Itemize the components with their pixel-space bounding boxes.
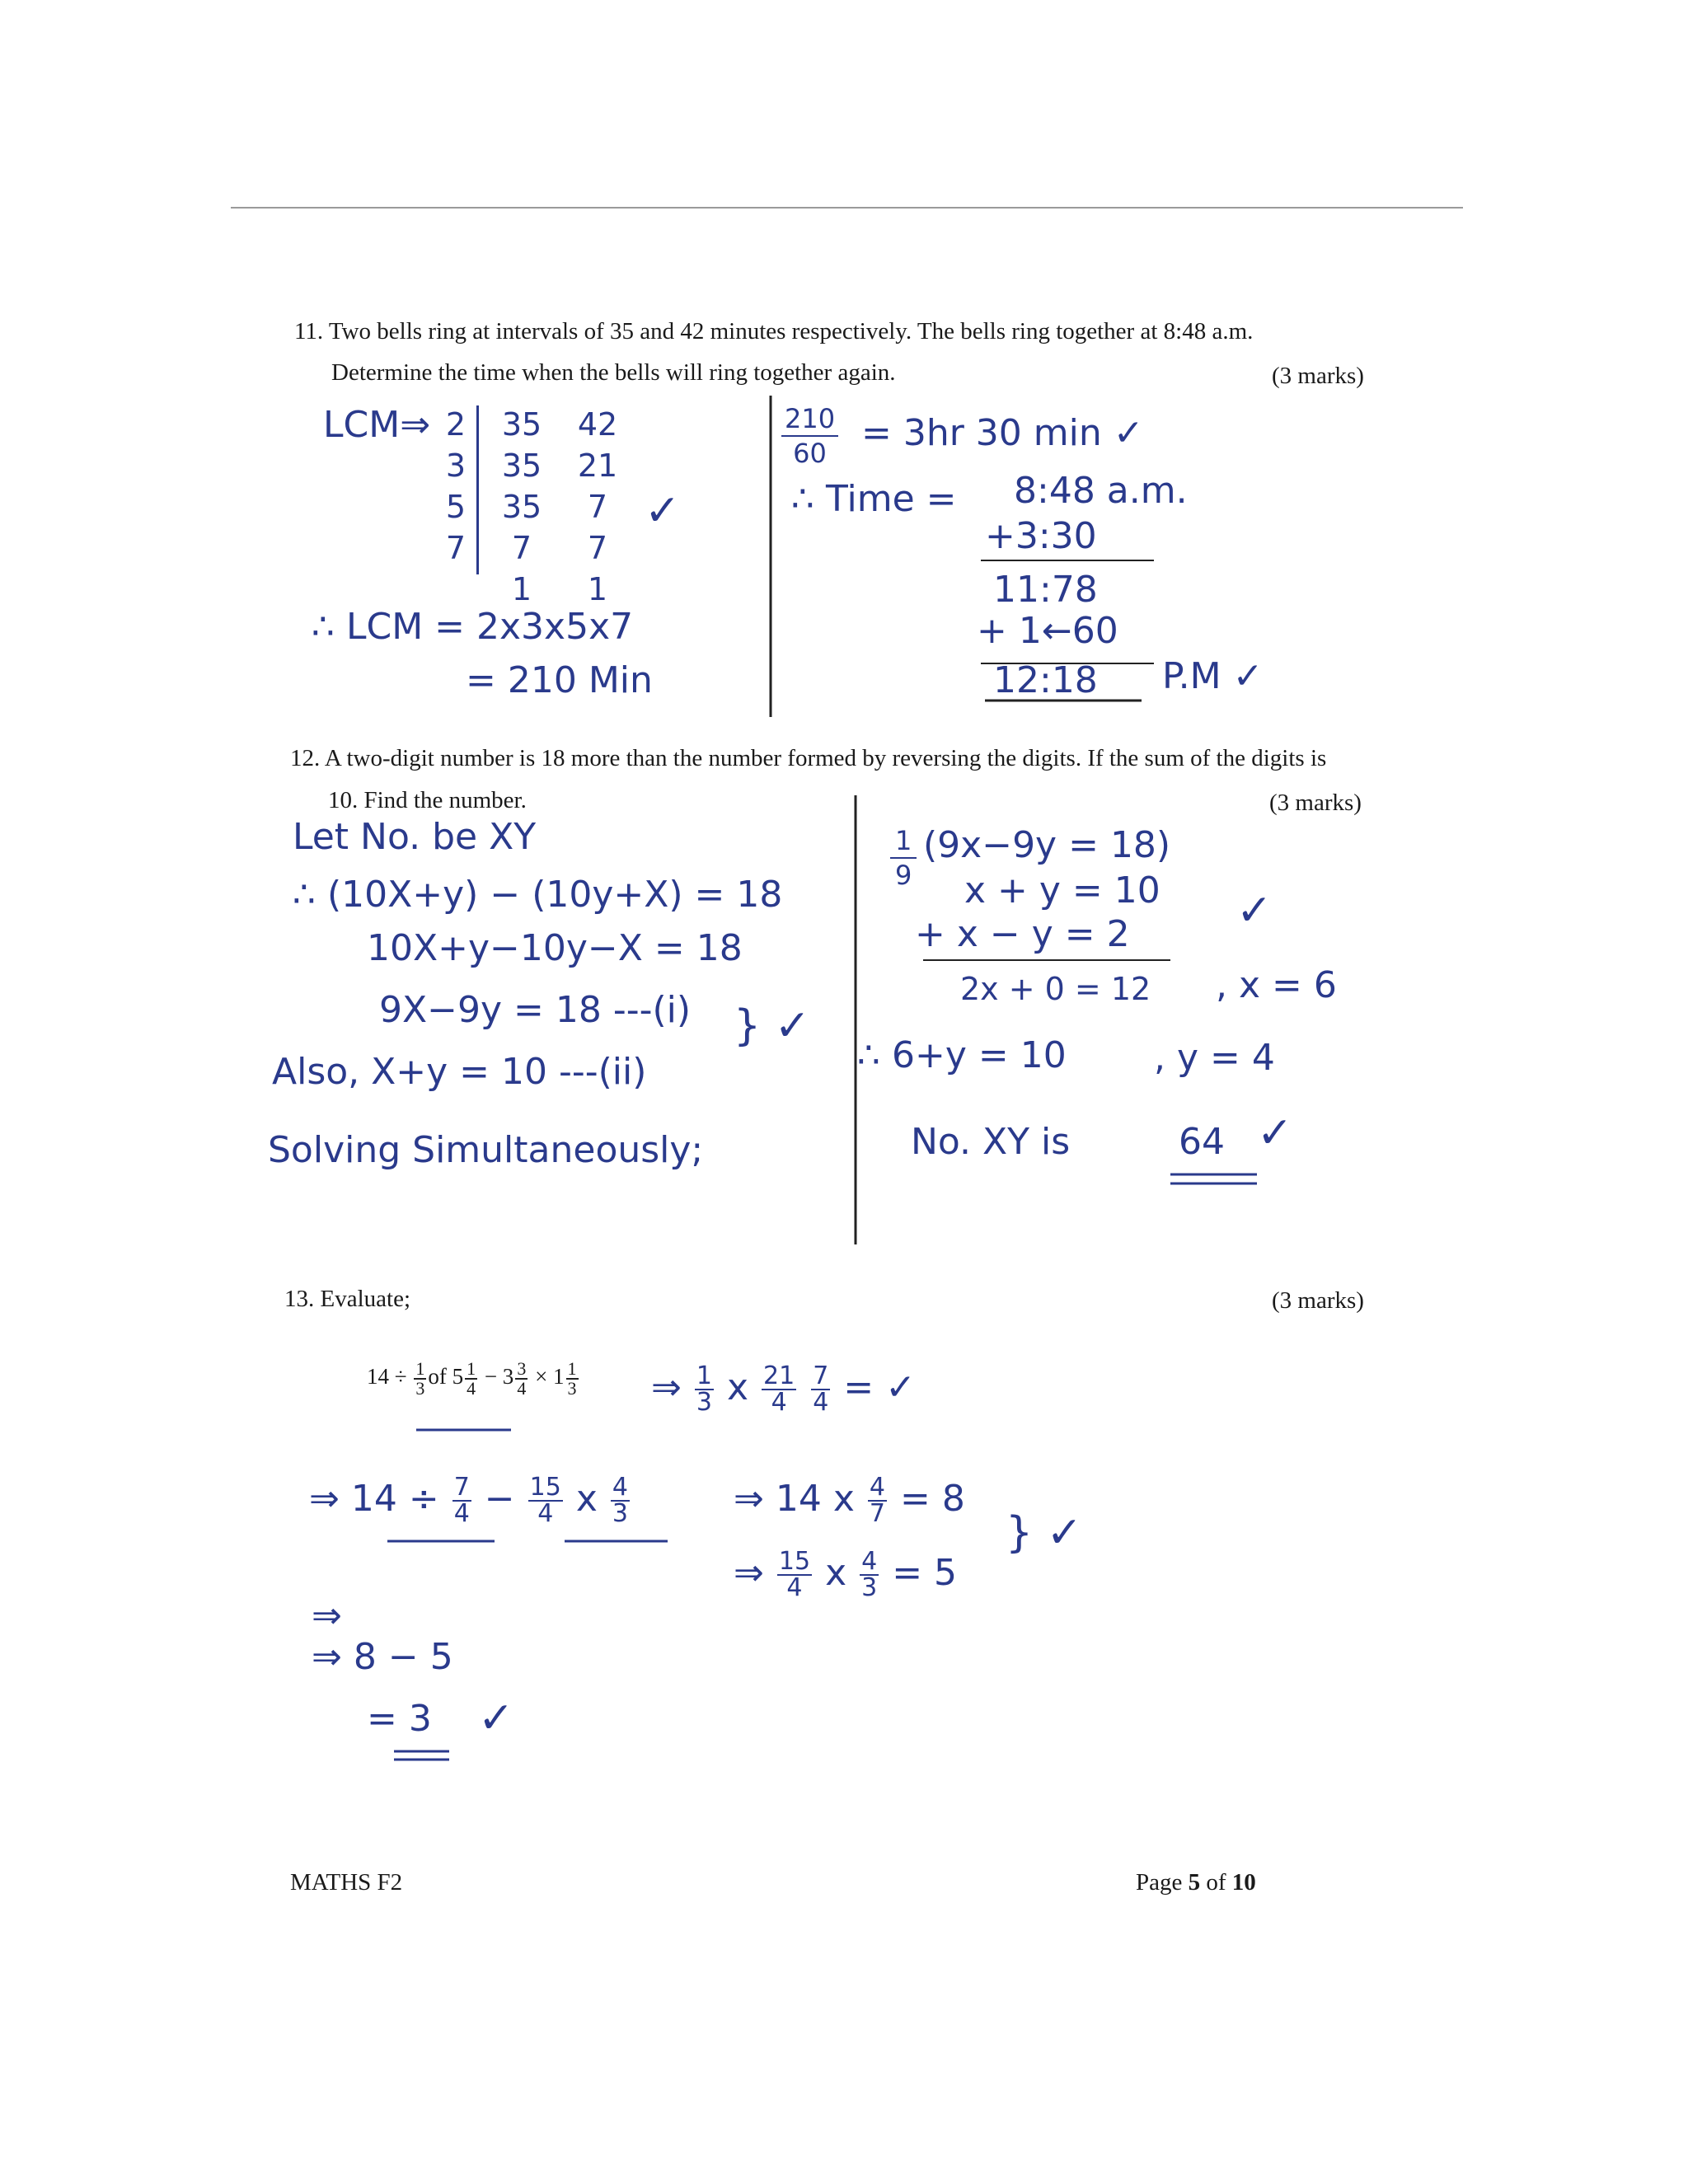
q11-col-b-cell: 7	[587, 530, 608, 566]
q13-expr-times: × 1	[535, 1364, 565, 1390]
q11-frac-num: 210	[781, 402, 838, 437]
q12-substitution: ∴ 6+y = 10	[857, 1034, 1067, 1076]
q13-result-tick-icon: ✓	[478, 1694, 514, 1743]
q13-expression	[367, 1360, 580, 1398]
q12-number: 12.	[290, 745, 321, 771]
q13-step1-right: = ✓	[843, 1366, 917, 1408]
q13-step2-left	[309, 1475, 631, 1526]
q13-step1: ⇒ $\frac{1}{3}$ x $\frac{21}{4}$ $\frac{7}{4}$ = ✓	[651, 1361, 917, 1417]
q13-step2-c: x	[575, 1478, 598, 1520]
q13-frac-one-third: $\frac{1}{3}$	[415, 1358, 425, 1399]
q12-fraction	[890, 824, 917, 892]
q11-col-a-cell: 35	[501, 406, 542, 443]
q13-step1-arrow: ⇒	[651, 1366, 682, 1408]
q13-step2-frac-c: $\frac{4}{3}$	[612, 1473, 628, 1528]
q11-text-line1: Two bells ring at intervals of 35 and 42 minutes respectively. The bells ring together at 8:48 a.m.	[328, 318, 1254, 344]
q11-text-line2: Determine the time when the bells will ring together again.	[331, 359, 896, 386]
q12-tick-icon: ✓	[1236, 886, 1273, 935]
q13-step2-a: ⇒ 14 ÷	[309, 1478, 439, 1520]
q13-frac-one-third-b: $\frac{1}{3}$	[567, 1358, 577, 1399]
q13-question	[284, 1286, 410, 1313]
q12-text-line1: A two-digit number is 18 more than the number formed by reversing the digits. If the sum of the digits is	[324, 745, 1327, 771]
q11-lcm-product: ∴ LCM = 2x3x5x7	[312, 606, 634, 648]
q11-lcm-label: LCM⇒	[323, 404, 431, 446]
q11-final-suffix: P.M ✓	[1162, 655, 1264, 697]
q11-division-bar	[476, 405, 479, 574]
q13-step2-r1-end: = 8	[899, 1478, 965, 1520]
q11-divisor: 5	[445, 489, 466, 525]
q11-carry: + 1←60	[977, 610, 1118, 652]
q11-divisors	[433, 404, 466, 569]
q12-eq3: + x − y = 2	[915, 913, 1130, 955]
q11-sum-time: 11:78	[993, 569, 1098, 611]
q12-answer-label: No. XY is	[911, 1121, 1071, 1163]
q11-hours-eq: = 3hr 30 min ✓	[861, 412, 1144, 454]
q12-work-line: Solving Simultaneously;	[268, 1129, 704, 1171]
q11-time-label: ∴ Time =	[791, 478, 957, 520]
q13-step2-r1: ⇒ 14 x	[734, 1478, 855, 1520]
q11-col-a-cell: 7	[511, 530, 532, 566]
q12-work-line: 9X−9y = 18 ---(i)	[379, 989, 692, 1031]
q12-brace-tick-icon: } ✓	[734, 1001, 811, 1051]
q13-brace-tick-icon: } ✓	[1006, 1508, 1083, 1558]
q11-col-b-cell: 1	[587, 571, 608, 607]
q11-col-a	[493, 404, 551, 610]
q12-work-line: 10X+y−10y−X = 18	[367, 927, 743, 969]
q11-divisor: 3	[445, 448, 466, 484]
q12-work-line: ∴ (10X+y) − (10y+X) = 18	[293, 874, 783, 916]
q12-frac-num: 1	[890, 824, 917, 859]
q13-step2-r2-end: = 5	[892, 1552, 958, 1594]
q13-step2-r2: ⇒	[734, 1552, 764, 1594]
q11-number: 11.	[294, 318, 324, 344]
q13-step2-right2: ⇒ $\frac{15}{4}$ x $\frac{4}{3}$ = 5	[734, 1547, 958, 1602]
q12-text-line2: 10. Find the number.	[328, 787, 527, 813]
q11-col-b-cell: 42	[577, 406, 618, 443]
q12-x-value: , x = 6	[1216, 964, 1337, 1006]
q13-step1-frac-c: $\frac{7}{4}$	[813, 1361, 829, 1417]
q11-lcm-result: = 210 Min	[466, 659, 653, 701]
q12-work-line: Also, X+y = 10 ---(ii)	[272, 1051, 647, 1093]
footer-page-total: 10	[1231, 1869, 1256, 1896]
q11-col-b-cell: 21	[577, 448, 618, 484]
q13-arrow1: ⇒	[312, 1595, 342, 1637]
q13-step2-right1	[734, 1475, 965, 1526]
q13-expr-minus: − 3	[484, 1364, 514, 1390]
footer-page-number	[1136, 1869, 1256, 1896]
q12-answer: 64	[1179, 1121, 1225, 1163]
q13-step1-frac-b: $\frac{21}{4}$	[763, 1361, 795, 1417]
q12-eq1: (9x−9y = 18)	[923, 824, 1171, 866]
q11-add-time: +3:30	[985, 515, 1097, 557]
q11-question-line1	[294, 318, 1253, 345]
q13-step2-r1-frac: $\frac{4}{7}$	[869, 1473, 885, 1528]
q13-step2-r2-frac-b: $\frac{4}{3}$	[861, 1547, 878, 1602]
q13-result: = 3	[367, 1698, 432, 1740]
q12-frac-den: 9	[895, 860, 912, 891]
footer-page-prefix: Page	[1136, 1869, 1189, 1896]
q11-col-a-cell: 35	[501, 448, 542, 484]
q11-fraction	[781, 402, 838, 470]
q11-col-b	[569, 404, 626, 610]
q13-step2-frac-b: $\frac{15}{4}$	[529, 1473, 561, 1528]
q12-eq2: x + y = 10	[964, 869, 1160, 912]
q11-divisor: 7	[445, 530, 466, 566]
q13-marks: (3 marks)	[1272, 1287, 1364, 1314]
q11-col-a-cell: 1	[511, 571, 532, 607]
q13-frac-one-quarter: $\frac{1}{4}$	[467, 1358, 476, 1399]
q11-col-a-cell: 35	[501, 489, 542, 525]
q11-frac-den: 60	[793, 438, 827, 469]
q11-divisor: 2	[445, 406, 466, 443]
q12-y-value: , y = 4	[1154, 1037, 1275, 1079]
q12-work-line: Let No. be XY	[293, 816, 537, 858]
q12-question-line1	[290, 745, 1326, 772]
q12-eq4: 2x + 0 = 12	[960, 971, 1151, 1007]
q13-expr-lead: 14 ÷	[367, 1364, 407, 1390]
q13-frac-three-quarters: $\frac{3}{4}$	[517, 1358, 527, 1399]
q12-answer-tick-icon: ✓	[1257, 1108, 1293, 1158]
q11-col-b-cell: 7	[587, 489, 608, 525]
q11-final-time: 12:18	[993, 659, 1098, 701]
q13-step2-r2-frac-a: $\frac{15}{4}$	[778, 1547, 811, 1602]
q12-marks: (3 marks)	[1269, 790, 1362, 816]
q11-tick-icon: ✓	[645, 486, 681, 536]
footer-subject: MATHS F2	[290, 1869, 403, 1896]
q11-marks: (3 marks)	[1272, 363, 1364, 389]
q11-start-time: 8:48 a.m.	[1014, 470, 1188, 512]
q13-step2-b: −	[484, 1478, 515, 1520]
q13-arrow2: ⇒ 8 − 5	[312, 1636, 453, 1678]
q13-expr-of: of 5	[428, 1364, 464, 1390]
q13-step1-frac-a: $\frac{1}{3}$	[696, 1361, 712, 1417]
q13-label: Evaluate;	[320, 1286, 411, 1312]
footer-page-current: 5	[1188, 1869, 1201, 1896]
footer-page-mid: of	[1200, 1869, 1232, 1896]
q13-step2-frac-a: $\frac{7}{4}$	[453, 1473, 470, 1528]
q13-number: 13.	[284, 1286, 315, 1312]
